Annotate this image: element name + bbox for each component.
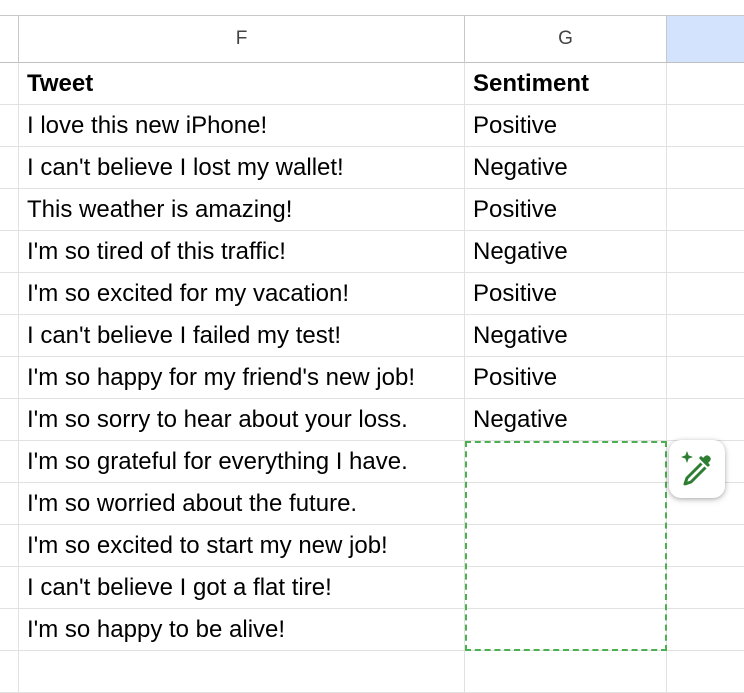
tweet-cell[interactable]: I love this new iPhone! <box>19 105 465 147</box>
sentiment-cell[interactable]: Positive <box>465 273 667 315</box>
sentiment-cell[interactable] <box>465 483 667 525</box>
row-number-cell[interactable] <box>0 273 19 315</box>
empty-cell[interactable] <box>667 273 744 315</box>
sentiment-cell[interactable]: Negative <box>465 147 667 189</box>
table-row <box>0 525 744 567</box>
table-header-row <box>0 63 744 105</box>
tweet-cell[interactable]: I'm so grateful for everything I have. <box>19 441 465 483</box>
empty-cell[interactable] <box>667 651 744 693</box>
sentiment-cell[interactable] <box>465 567 667 609</box>
sentiment-cell[interactable] <box>465 651 667 693</box>
row-number-cell[interactable] <box>0 441 19 483</box>
row-number-cell[interactable] <box>0 399 19 441</box>
sentiment-cell[interactable]: Positive <box>465 357 667 399</box>
empty-cell[interactable] <box>667 105 744 147</box>
sentiment-cell[interactable] <box>465 441 667 483</box>
table-row <box>0 315 744 357</box>
row-number-cell[interactable] <box>0 609 19 651</box>
table-row <box>0 567 744 609</box>
sentiment-header-cell[interactable]: Sentiment <box>465 63 667 105</box>
row-number-cell[interactable] <box>0 567 19 609</box>
column-header-row <box>0 15 744 63</box>
row-number-cell[interactable] <box>0 189 19 231</box>
sentiment-cell[interactable]: Negative <box>465 315 667 357</box>
empty-cell[interactable] <box>667 567 744 609</box>
empty-cell[interactable] <box>667 147 744 189</box>
table-row <box>0 189 744 231</box>
tweet-header-cell[interactable]: Tweet <box>19 63 465 105</box>
table-row <box>0 273 744 315</box>
row-header-corner[interactable] <box>0 15 19 63</box>
row-number-cell[interactable] <box>0 315 19 357</box>
tweet-cell[interactable]: I can't believe I failed my test! <box>19 315 465 357</box>
table-row <box>0 441 744 483</box>
row-number-cell[interactable] <box>0 231 19 273</box>
tweet-cell[interactable] <box>19 651 465 693</box>
row-number-cell[interactable] <box>0 105 19 147</box>
tweet-cell[interactable]: I'm so happy to be alive! <box>19 609 465 651</box>
tweet-cell[interactable]: I'm so worried about the future. <box>19 483 465 525</box>
sentiment-cell[interactable]: Negative <box>465 399 667 441</box>
tweet-cell[interactable]: I'm so excited to start my new job! <box>19 525 465 567</box>
sentiment-cell[interactable]: Positive <box>465 189 667 231</box>
empty-cell[interactable] <box>667 357 744 399</box>
tweet-cell[interactable]: I'm so sorry to hear about your loss. <box>19 399 465 441</box>
empty-cell[interactable] <box>667 399 744 441</box>
row-number-cell[interactable] <box>0 525 19 567</box>
smart-fill-button[interactable] <box>669 440 725 498</box>
sparkle-pen-icon <box>675 447 719 491</box>
row-number-cell[interactable] <box>0 357 19 399</box>
sentiment-cell[interactable]: Positive <box>465 105 667 147</box>
empty-cell[interactable] <box>667 189 744 231</box>
column-header-f[interactable]: F <box>19 15 465 63</box>
table-row <box>0 651 744 693</box>
row-number-cell[interactable] <box>0 147 19 189</box>
tweet-cell[interactable]: I'm so tired of this traffic! <box>19 231 465 273</box>
empty-cell[interactable] <box>667 315 744 357</box>
empty-cell[interactable] <box>667 609 744 651</box>
tweet-cell[interactable]: I'm so happy for my friend's new job! <box>19 357 465 399</box>
empty-cell[interactable] <box>667 525 744 567</box>
sentiment-cell[interactable] <box>465 525 667 567</box>
sentiment-cell[interactable] <box>465 609 667 651</box>
table-row <box>0 147 744 189</box>
row-number-cell[interactable] <box>0 483 19 525</box>
tweet-cell[interactable]: I can't believe I got a flat tire! <box>19 567 465 609</box>
column-header-g[interactable]: G <box>465 15 667 63</box>
empty-cell[interactable] <box>667 231 744 273</box>
table-row <box>0 231 744 273</box>
tweet-cell[interactable]: I'm so excited for my vacation! <box>19 273 465 315</box>
row-number-cell[interactable] <box>0 651 19 693</box>
tweet-cell[interactable]: This weather is amazing! <box>19 189 465 231</box>
table-row <box>0 609 744 651</box>
table-row <box>0 357 744 399</box>
column-header-h[interactable] <box>667 15 744 63</box>
sentiment-cell[interactable]: Negative <box>465 231 667 273</box>
tweet-cell[interactable]: I can't believe I lost my wallet! <box>19 147 465 189</box>
table-row <box>0 399 744 441</box>
table-row <box>0 105 744 147</box>
table-row <box>0 483 744 525</box>
empty-cell[interactable] <box>667 63 744 105</box>
row-number-cell[interactable] <box>0 63 19 105</box>
